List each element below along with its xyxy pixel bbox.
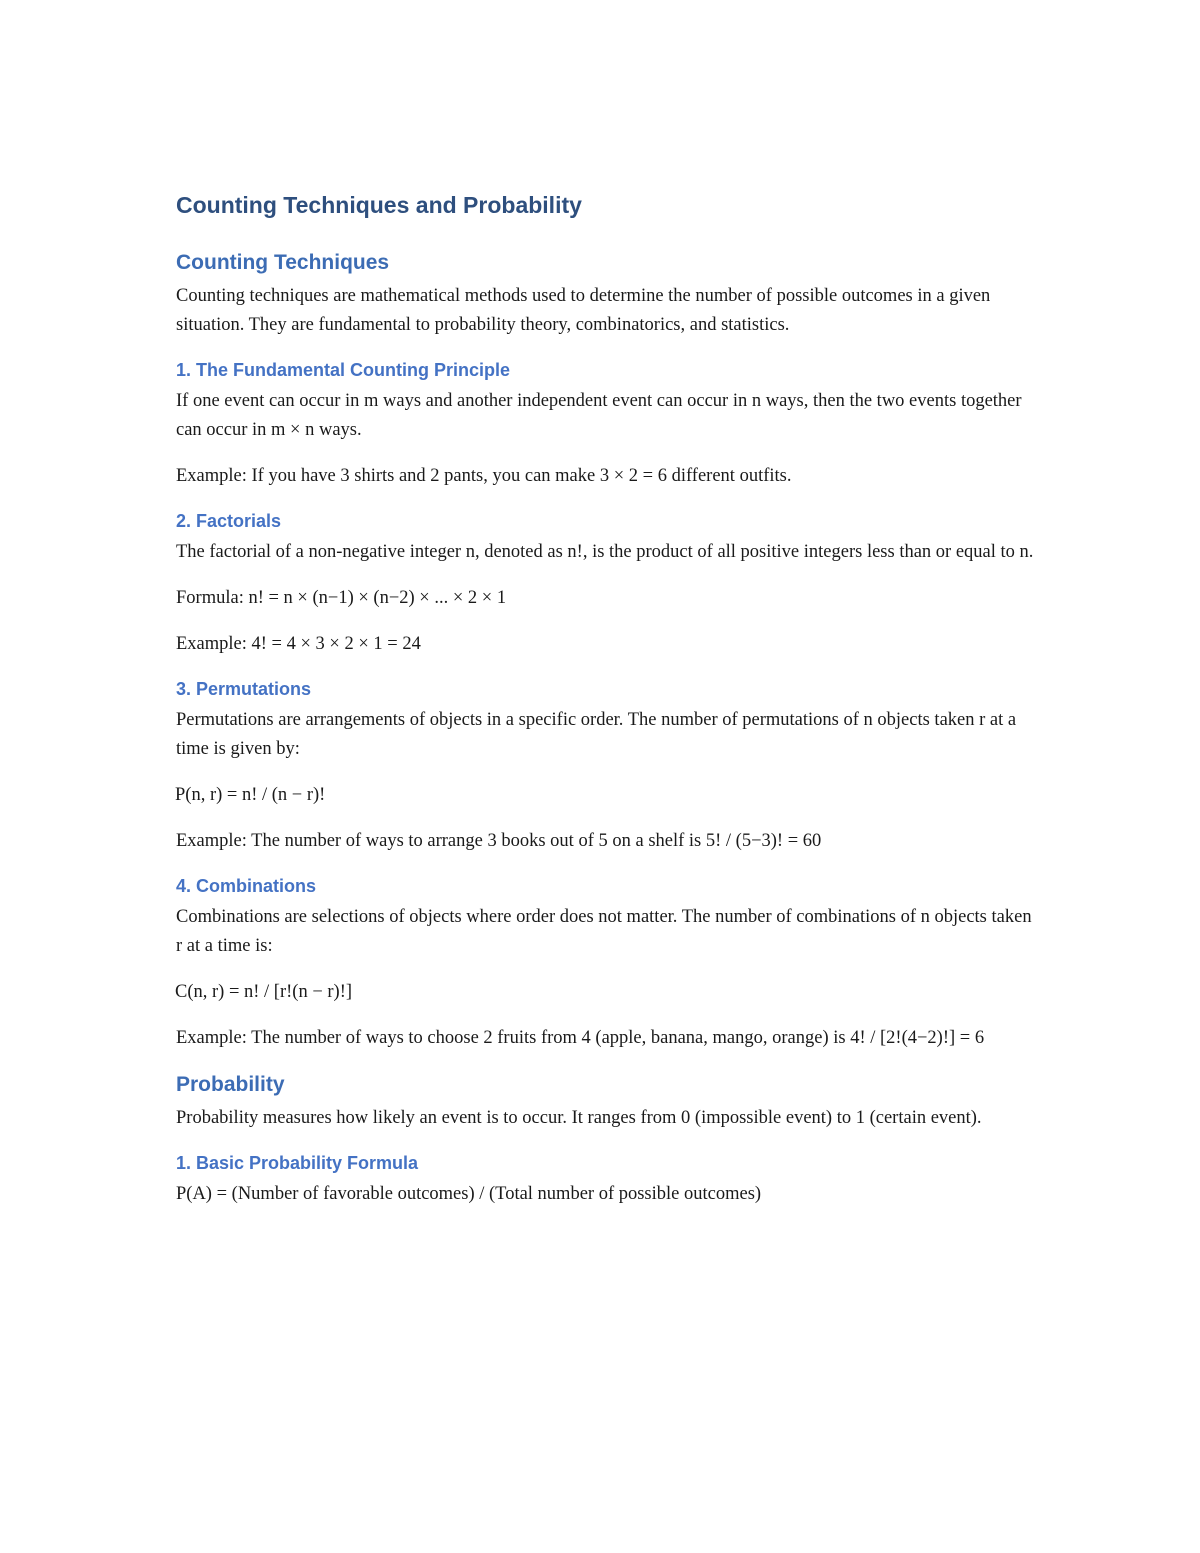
subheading-combinations: 4. Combinations: [176, 876, 317, 896]
subheading-factorials: 2. Factorials: [176, 511, 282, 531]
fundamental-text: If one event can occur in m ways and another independent event can occur in n ways, then the two events together can occur in m × n ways.: [176, 391, 1022, 440]
factorials-example: Example: 4! = 4 × 3 × 2 × 1 = 24: [176, 634, 421, 654]
permutations-formula: P(n, r) = n! / (n − r)!: [175, 785, 326, 805]
factorials-formula: Formula: n! = n × (n−1) × (n−2) × ... × 2 × 1: [176, 588, 507, 608]
subheading-basic-probability: 1. Basic Probability Formula: [176, 1153, 419, 1173]
subheading-permutations: 3. Permutations: [176, 679, 312, 699]
counting-intro: Counting techniques are mathematical methods used to determine the number of possible outcomes in a given situation. They are fundamental to probability theory, combinatorics, and statistics.: [176, 286, 991, 335]
combinations-text: Combinations are selections of objects where order does not matter. The number of combinations of n objects taken r at a time is:: [176, 907, 1032, 956]
document-page: [176, 188, 1036, 1226]
combinations-formula: C(n, r) = n! / [r!(n − r)!]: [175, 982, 353, 1002]
probability-intro: Probability measures how likely an event is to occur. It ranges from 0 (impossible event) to 1 (certain event).: [176, 1108, 982, 1128]
permutations-text: Permutations are arrangements of objects in a specific order. The number of permutations of n objects taken r at a time is given by:: [176, 710, 1017, 759]
fundamental-example: Example: If you have 3 shirts and 2 pants, you can make 3 × 2 = 6 different outfits.: [176, 466, 792, 486]
basic-probability-formula: P(A) = (Number of favorable outcomes) / (Total number of possible outcomes): [176, 1184, 762, 1204]
subheading-fundamental-counting: 1. The Fundamental Counting Principle: [176, 360, 511, 380]
combinations-example: Example: The number of ways to choose 2 fruits from 4 (apple, banana, mango, orange) is 4! / [2!(4−2)!] = 6: [176, 1028, 985, 1048]
document-title: Counting Techniques and Probability: [176, 192, 582, 218]
permutations-example: Example: The number of ways to arrange 3 books out of 5 on a shelf is 5! / (5−3)! = 60: [176, 831, 822, 851]
factorials-text: The factorial of a non-negative integer n, denoted as n!, is the product of all positive integers less than or equal to n.: [176, 542, 1034, 562]
section-heading-counting: Counting Techniques: [176, 251, 390, 274]
section-heading-probability: Probability: [176, 1073, 285, 1096]
